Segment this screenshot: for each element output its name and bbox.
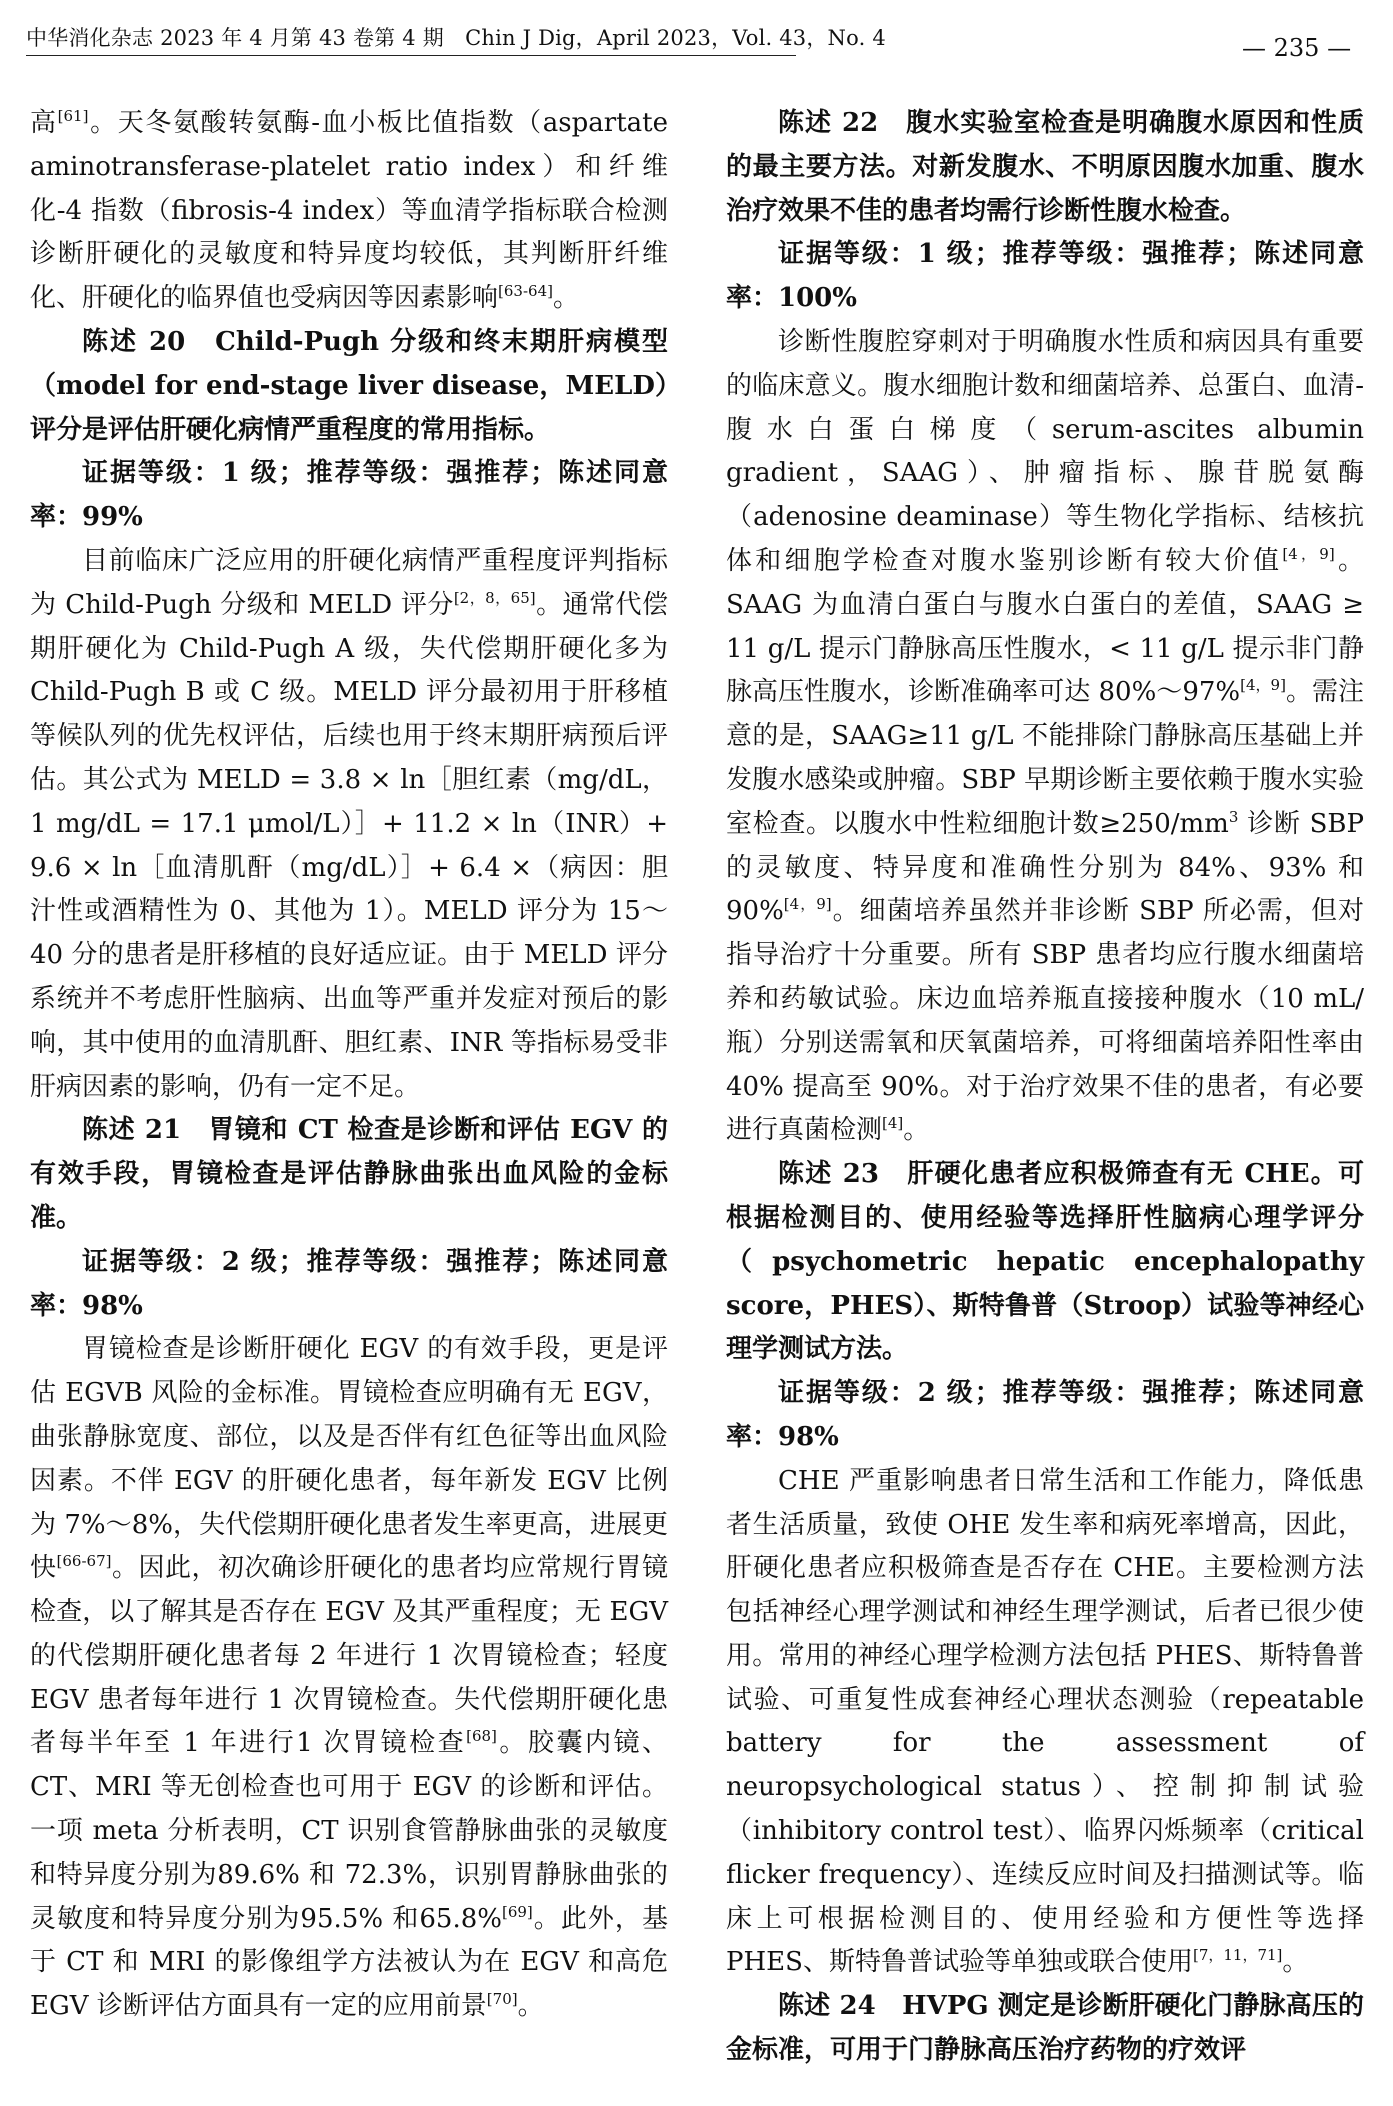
citation-ref: [68] [466,1727,497,1746]
citation-ref: [66-67] [56,1552,112,1571]
left-column [30,102,668,2029]
evidence-21: 证据等级：2 级；推荐等级：强推荐；陈述同意率：98% [30,1246,668,1321]
paragraph-p2 [30,540,668,1109]
citation-ref: [2，8，65] [453,588,536,607]
running-header: 中华消化杂志 2023 年 4 月第 43 卷第 4 期 Chin J Dig，April 2023，Vol. 43，No. 4 [26,26,886,50]
citation-ref: [70] [486,1990,518,2009]
text-span: CHE 严重影响患者日常生活和工作能力，降低患者生活质量，致使 OHE 发生率和病死率增高，因此，肝硬化患者应积极筛查是否存在 CHE。主要检测方法包括神经心理学测试和神经生理学测试，后者已很少使用。常用的神经心理学检测方法包括 PHES、斯特鲁普试验、可重复性成套神经心理状态测验（repeatable battery for the assessment of neuropsychological status）、控制抑制试验（inhibitory control test）、临界闪烁频率（critical flicker frequency）、连续反应时间及扫描测试等。临床上可根据检测目的、使用经验和方便性等选择 PHES、斯特鲁普试验等单独或联合使用 [726,1465,1364,1978]
text-span: 高 [30,108,58,138]
statement-20: 陈述 20 Child-Pugh 分级和终末期肝病模型（model for end-stage liver disease，MELD）评分是评估肝硬化病情严重程度的常用指标。 [30,326,668,445]
paragraph-p3 [30,1328,668,2029]
text-span: 。此外，基于 CT 和 MRI 的影像组学方法被认为在 EGV 和高危 EGV 诊断评估方面具有一定的应用前景 [30,1903,668,2022]
text-span: 胃镜检查是诊断肝硬化 EGV 的有效手段，更是评估 EGVB 风险的金标准。胃镜检查应明确有无 EGV，曲张静脉宽度、部位，以及是否伴有红色征等出血风险因素。不伴 EGV 的肝硬化患者，每年新发 EGV 比例为 7%～8%，失代偿期肝硬化患者发生率更高，进展更快 [30,1334,668,1584]
citation-ref: [7，11，71] [1192,1946,1283,1965]
paragraph-p5 [726,1460,1364,1986]
evidence-23: 证据等级：2 级；推荐等级：强推荐；陈述同意率：98% [726,1378,1364,1452]
text-span: 。 [1282,1947,1309,1978]
right-column [726,102,1364,2073]
text-span: 。天冬氨酸转氨酶-血小板比值指数（aspartate aminotransferase-platelet ratio index）和纤维化-4 指数（fibrosis-4 index）等血清学指标联合检测诊断肝硬化的灵敏度和特异度均较低，其判断肝纤维化、肝硬化的临界值也受病因等因素影响 [30,108,668,314]
page-number: — 235 — [1242,34,1352,62]
text-span: 目前临床广泛应用的肝硬化病情严重程度评判指标为 Child-Pugh 分级和 MELD 评分 [30,545,668,620]
paragraph-p4 [726,321,1364,1153]
citation-ref: [69] [501,1902,533,1921]
citation-ref: [61] [57,107,89,125]
citation-ref: [4] [882,1114,904,1133]
citation-ref: [4，9] [783,895,832,914]
text-span: 。 [517,1991,544,2022]
text-span: 诊断性腹腔穿刺对于明确腹水性质和病因具有重要的临床意义。腹水细胞计数和细菌培养、总蛋白、血清-腹水白蛋白梯度（serum-ascites albumin gradient，SAAG）、肿瘤指标、腺苷脱氨酶（adenosine deaminase）等生物化学指标、结核抗体和细胞学检查对腹水鉴别诊断有较大价值 [726,326,1364,576]
statement-21: 陈述 21 胃镜和 CT 检查是诊断和评估 EGV 的有效手段，胃镜检查是评估静脉曲张出血风险的金标准。 [30,1115,668,1233]
text-span: 。SAAG 为血清白蛋白与腹水白蛋白的差值，SAAG ≥ 11 g/L 提示门静脉高压性腹水，< 11 g/L 提示非门静脉高压性腹水，诊断准确率可达 80%～97% [726,545,1364,708]
header-rule [26,55,796,56]
unit-superscript: 3 [1228,807,1239,826]
paragraph-p1 [30,102,668,321]
text-span: 。通常代偿期肝硬化为 Child-Pugh A 级，失代偿期肝硬化多为 Child-Pugh B 或 C 级。MELD 评分最初用于肝移植等候队列的优先权评估，后续也用于终末期肝病预后评估。其公式为 MELD = 3.8 × ln［胆红素（mg/dL，1 mg/dL = 17.1 μmol/L）］+ 11.2 × ln（INR）+ 9.6 × ln［血清肌酐（mg/dL）］+ 6.4 ×（病因：胆汁性或酒精性为 0、其他为 1）。MELD 评分为 15～40 分的患者是肝移植的良好适应证。由于 MELD 评分系统并不考虑肝性脑病、出血等严重并发症对预后的影响，其中使用的血清肌酐、胆红素、INR 等指标易受非肝病因素的影响，仍有一定不足。 [30,589,668,1102]
citation-ref: [4，9] [1240,676,1286,695]
text-span: 诊断 SBP 的灵敏度、特异度和准确性分别为 84%、93% 和 90% [726,808,1364,927]
text-span: 。因此，初次确诊肝硬化的患者均应常规行胃镜检查，以了解其是否存在 EGV 及其严重程度；无 EGV 的代偿期肝硬化患者每 2 年进行 1 次胃镜检查；轻度 EGV 患者每年进行 1 次胃镜检查。失代偿期肝硬化患者每半年至 1 年进行1 次胃镜检查 [30,1553,668,1759]
evidence-22: 证据等级：1 级；推荐等级：强推荐；陈述同意率：100% [726,239,1364,314]
statement-22: 陈述 22 腹水实验室检查是明确腹水原因和性质的最主要方法。对新发腹水、不明原因腹水加重、腹水治疗效果不佳的患者均需行诊断性腹水检查。 [726,108,1364,226]
text-span: 。 [903,1115,930,1146]
text-span: 。细菌培养虽然并非诊断 SBP 所必需，但对指导治疗十分重要。所有 SBP 患者均应行腹水细菌培养和药敏试验。床边血培养瓶直接接种腹水（10 mL/瓶）分别送需氧和厌氧菌培养，可将细菌培养阳性率由 40% 提高至 90%。对于治疗效果不佳的患者，有必要进行真菌检测 [726,896,1364,1146]
statement-23: 陈述 23 肝硬化患者应积极筛查有无 CHE。可根据检测目的、使用经验等选择肝性脑病心理学评分（psychometric hepatic encephalopathy score，PHES）、斯特鲁普（Stroop）试验等神经心理学测试方法。 [726,1159,1364,1365]
citation-ref: [4，9] [1282,544,1335,563]
citation-ref: [63-64] [498,282,553,301]
text-span: 。 [552,283,579,314]
evidence-20: 证据等级：1 级；推荐等级：强推荐；陈述同意率：99% [30,458,668,533]
statement-24: 陈述 24 HVPG 测定是诊断肝硬化门静脉高压的金标准，可用于门静脉高压治疗药物的疗效评 [726,1991,1364,2066]
text-span: 。胶囊内镜、CT、MRI 等无创检查也可用于 EGV 的诊断和评估。一项 meta 分析表明，CT 识别食管静脉曲张的灵敏度和特异度分别为89.6% 和 72.3%，识别胃静脉曲张的灵敏度和特异度分别为95.5% 和65.8% [30,1728,668,1934]
text-span: 。需注意的是，SAAG≥11 g/L 不能排除门静脉高压基础上并发腹水感染或肿瘤。SBP 早期诊断主要依赖于腹水实验室检查。以腹水中性粒细胞计数≥250/mm [726,677,1364,839]
